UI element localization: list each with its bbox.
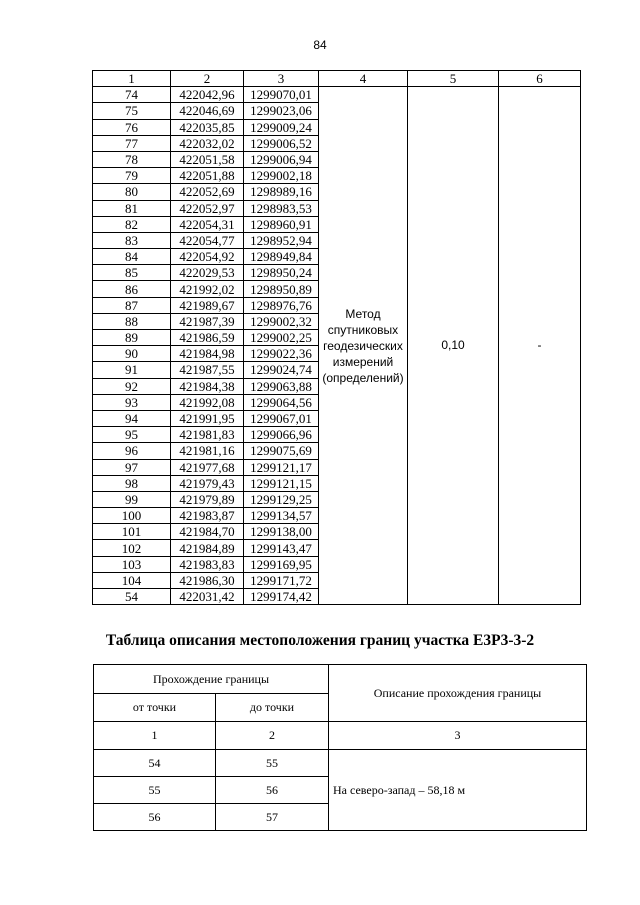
section-title: Таблица описания местоположения границ участка Е3Р3-3-2 xyxy=(105,632,535,649)
point-number-cell: 79 xyxy=(93,168,171,184)
header-cell-1: 1 xyxy=(93,71,171,87)
from-point-cell: 54 xyxy=(94,750,216,777)
to-point-cell: 56 xyxy=(216,777,329,804)
method-line: измерений xyxy=(332,354,394,369)
point-number-cell: 92 xyxy=(93,378,171,394)
x-coordinate-cell: 422052,69 xyxy=(171,184,244,200)
method-line: Метод xyxy=(345,306,381,321)
x-coordinate-cell: 421986,59 xyxy=(171,330,244,346)
x-coordinate-cell: 421979,89 xyxy=(171,491,244,507)
column-6-cell: - xyxy=(499,87,581,605)
y-coordinate-cell: 1299121,17 xyxy=(244,459,319,475)
accuracy-cell: 0,10 xyxy=(408,87,499,605)
y-coordinate-cell: 1299174,42 xyxy=(244,589,319,605)
y-coordinate-cell: 1299023,06 xyxy=(244,103,319,119)
point-number-cell: 95 xyxy=(93,427,171,443)
point-number-cell: 97 xyxy=(93,459,171,475)
x-coordinate-cell: 422029,53 xyxy=(171,265,244,281)
to-point-cell: 57 xyxy=(216,804,329,831)
y-coordinate-cell: 1299066,96 xyxy=(244,427,319,443)
point-number-cell: 80 xyxy=(93,184,171,200)
point-number-cell: 100 xyxy=(93,508,171,524)
y-coordinate-cell: 1299143,47 xyxy=(244,540,319,556)
description-cell: На северо-запад – 58,18 м xyxy=(329,750,587,831)
y-coordinate-cell: 1299002,18 xyxy=(244,168,319,184)
point-number-cell: 74 xyxy=(93,87,171,103)
point-number-cell: 85 xyxy=(93,265,171,281)
x-coordinate-cell: 421992,02 xyxy=(171,281,244,297)
y-coordinate-cell: 1299075,69 xyxy=(244,443,319,459)
point-number-cell: 82 xyxy=(93,216,171,232)
y-coordinate-cell: 1299024,74 xyxy=(244,362,319,378)
x-coordinate-cell: 422054,92 xyxy=(171,249,244,265)
point-number-cell: 101 xyxy=(93,524,171,540)
y-coordinate-cell: 1298976,76 xyxy=(244,297,319,313)
y-coordinate-cell: 1299070,01 xyxy=(244,87,319,103)
x-coordinate-cell: 422054,31 xyxy=(171,216,244,232)
y-coordinate-cell: 1298960,91 xyxy=(244,216,319,232)
from-point-cell: 56 xyxy=(94,804,216,831)
point-number-cell: 84 xyxy=(93,249,171,265)
point-number-cell: 54 xyxy=(93,589,171,605)
page-number: 84 xyxy=(313,38,327,52)
num-col-1: 1 xyxy=(94,722,216,750)
point-number-cell: 83 xyxy=(93,232,171,248)
header-to-point: до точки xyxy=(216,694,329,722)
x-coordinate-cell: 421984,98 xyxy=(171,346,244,362)
x-coordinate-cell: 422051,58 xyxy=(171,151,244,167)
x-coordinate-cell: 422042,96 xyxy=(171,87,244,103)
header-cell-2: 2 xyxy=(171,71,244,87)
y-coordinate-cell: 1298949,84 xyxy=(244,249,319,265)
y-coordinate-cell: 1299063,88 xyxy=(244,378,319,394)
x-coordinate-cell: 421981,83 xyxy=(171,427,244,443)
y-coordinate-cell: 1298952,94 xyxy=(244,232,319,248)
point-number-cell: 102 xyxy=(93,540,171,556)
x-coordinate-cell: 422051,88 xyxy=(171,168,244,184)
y-coordinate-cell: 1298950,89 xyxy=(244,281,319,297)
boundary-description-table xyxy=(93,664,587,831)
point-number-cell: 103 xyxy=(93,556,171,572)
x-coordinate-cell: 422052,97 xyxy=(171,200,244,216)
point-number-cell: 93 xyxy=(93,394,171,410)
header-description: Описание прохождения границы xyxy=(329,665,587,722)
point-number-cell: 77 xyxy=(93,135,171,151)
method-line: геодезических xyxy=(323,338,403,353)
x-coordinate-cell: 421989,67 xyxy=(171,297,244,313)
y-coordinate-cell: 1299064,56 xyxy=(244,394,319,410)
num-col-3: 3 xyxy=(329,722,587,750)
y-coordinate-cell: 1299121,15 xyxy=(244,475,319,491)
x-coordinate-cell: 421983,87 xyxy=(171,508,244,524)
point-number-cell: 81 xyxy=(93,200,171,216)
header-cell-4: 4 xyxy=(319,71,408,87)
point-number-cell: 99 xyxy=(93,491,171,507)
method-line: спутниковых xyxy=(327,322,399,337)
y-coordinate-cell: 1299006,52 xyxy=(244,135,319,151)
x-coordinate-cell: 422046,69 xyxy=(171,103,244,119)
header-cell-6: 6 xyxy=(499,71,581,87)
method-line: (определений) xyxy=(322,370,404,385)
point-number-cell: 78 xyxy=(93,151,171,167)
header-from-point: от точки xyxy=(94,694,216,722)
method-cell xyxy=(319,87,408,605)
point-number-cell: 91 xyxy=(93,362,171,378)
x-coordinate-cell: 421984,38 xyxy=(171,378,244,394)
y-coordinate-cell: 1299129,25 xyxy=(244,491,319,507)
point-number-cell: 88 xyxy=(93,313,171,329)
x-coordinate-cell: 421984,70 xyxy=(171,524,244,540)
x-coordinate-cell: 421987,55 xyxy=(171,362,244,378)
point-number-cell: 94 xyxy=(93,410,171,426)
y-coordinate-cell: 1299009,24 xyxy=(244,119,319,135)
point-number-cell: 86 xyxy=(93,281,171,297)
header-cell-5: 5 xyxy=(408,71,499,87)
y-coordinate-cell: 1299022,36 xyxy=(244,346,319,362)
table-row xyxy=(93,87,581,103)
y-coordinate-cell: 1299138,00 xyxy=(244,524,319,540)
y-coordinate-cell: 1299006,94 xyxy=(244,151,319,167)
y-coordinate-cell: 1299171,72 xyxy=(244,572,319,588)
x-coordinate-cell: 421986,30 xyxy=(171,572,244,588)
x-coordinate-cell: 421984,89 xyxy=(171,540,244,556)
point-number-cell: 76 xyxy=(93,119,171,135)
point-number-cell: 87 xyxy=(93,297,171,313)
coordinates-table xyxy=(92,70,581,605)
y-coordinate-cell: 1298950,24 xyxy=(244,265,319,281)
header-boundary-passage: Прохождение границы xyxy=(94,665,329,694)
y-coordinate-cell: 1299002,25 xyxy=(244,330,319,346)
header-cell-3: 3 xyxy=(244,71,319,87)
point-number-cell: 96 xyxy=(93,443,171,459)
y-coordinate-cell: 1299002,32 xyxy=(244,313,319,329)
point-number-cell: 75 xyxy=(93,103,171,119)
x-coordinate-cell: 422035,85 xyxy=(171,119,244,135)
y-coordinate-cell: 1299067,01 xyxy=(244,410,319,426)
y-coordinate-cell: 1298989,16 xyxy=(244,184,319,200)
point-number-cell: 104 xyxy=(93,572,171,588)
y-coordinate-cell: 1299169,95 xyxy=(244,556,319,572)
y-coordinate-cell: 1298983,53 xyxy=(244,200,319,216)
y-coordinate-cell: 1299134,57 xyxy=(244,508,319,524)
num-col-2: 2 xyxy=(216,722,329,750)
x-coordinate-cell: 421977,68 xyxy=(171,459,244,475)
x-coordinate-cell: 421979,43 xyxy=(171,475,244,491)
from-point-cell: 55 xyxy=(94,777,216,804)
to-point-cell: 55 xyxy=(216,750,329,777)
point-number-cell: 90 xyxy=(93,346,171,362)
point-number-cell: 89 xyxy=(93,330,171,346)
x-coordinate-cell: 422054,77 xyxy=(171,232,244,248)
header-row xyxy=(93,71,581,87)
x-coordinate-cell: 421987,39 xyxy=(171,313,244,329)
x-coordinate-cell: 422032,02 xyxy=(171,135,244,151)
x-coordinate-cell: 421992,08 xyxy=(171,394,244,410)
x-coordinate-cell: 421983,83 xyxy=(171,556,244,572)
point-number-cell: 98 xyxy=(93,475,171,491)
x-coordinate-cell: 421991,95 xyxy=(171,410,244,426)
x-coordinate-cell: 422031,42 xyxy=(171,589,244,605)
x-coordinate-cell: 421981,16 xyxy=(171,443,244,459)
